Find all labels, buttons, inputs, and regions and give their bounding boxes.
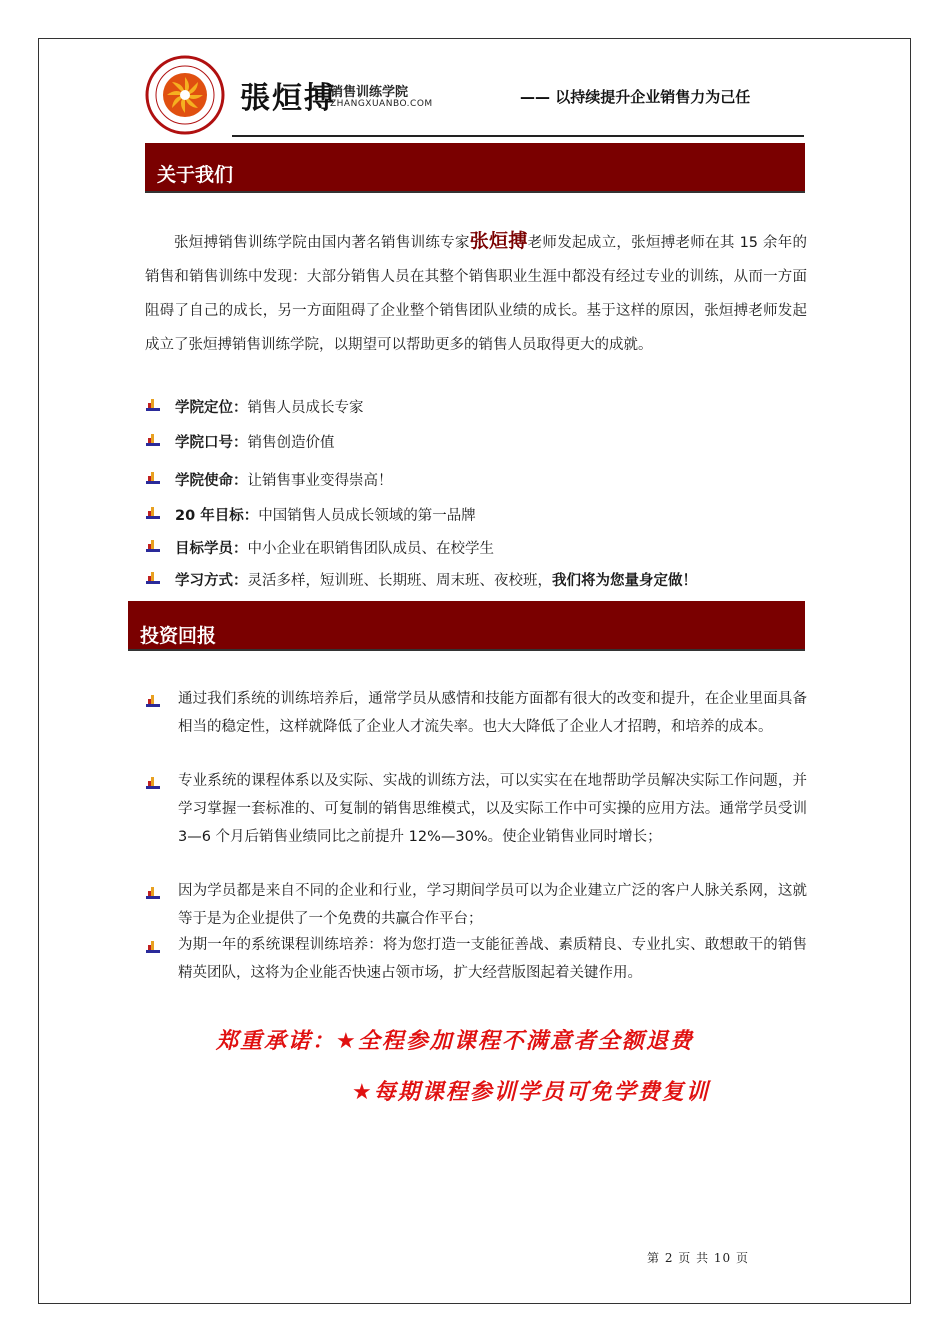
brand-subtitle: 销售训练学院 bbox=[330, 85, 409, 100]
returns-item: 专业系统的课程体系以及实际、实战的训练方法，可以实实在在地帮助学员解决实际工作问题，并学习掌握一套标准的、可复制的销售思维模式，以及实际工作中可实操的应用方法。通常学员受训 3—6 个月后销售业绩同比之前提升 12%—30%。使企业销售业同时增长； bbox=[145, 767, 807, 851]
returns-item: 为期一年的系统课程训练培养：将为您打造一支能征善战、素质精良、专业扎实、敢想敢干的销售精英团队，这将为企业能否快速占领市场，扩大经营版图起着关键作用。 bbox=[145, 931, 807, 987]
founder-name: 张烜搏 bbox=[469, 230, 528, 252]
about-item: 目标学员：中小企业在职销售团队成员、在校学生 bbox=[145, 537, 494, 558]
bullet-marker-icon bbox=[145, 572, 161, 586]
bullet-marker-icon bbox=[145, 399, 161, 413]
pledge-line-1: 郑重承诺：★全程参加课程不满意者全额退费 bbox=[216, 1029, 694, 1054]
about-item: 学习方式：灵活多样，短训班、长期班、周末班、夜校班，我们将为您量身定做！ bbox=[145, 569, 697, 590]
bullet-marker-icon bbox=[145, 540, 161, 554]
returns-item: 通过我们系统的训练培养后，通常学员从感情和技能方面都有很大的改变和提升，在企业里面具备相当的稳定性，这样就降低了企业人才流失率。也大大降低了企业人才招聘，和培养的成本。 bbox=[145, 685, 807, 741]
about-item: 学院使命：让销售事业变得崇高！ bbox=[145, 469, 393, 490]
page-number: 第 2 页 共 10 页 bbox=[647, 1251, 749, 1265]
page-header bbox=[145, 55, 805, 135]
about-text-b: 老师发起成立，张烜搏老师在其 15 余年的销售和销售训练中发现：大部分销售人员在其整个销售职业生涯中都没有经过专业的训练，从而一方面阻碍了自己的成长，另一方面阻碍了企业整个销售团队业绩的成长。基于这样的原因，张烜搏老师发起成立了张烜搏销售训练学院，以期望可以帮助更多的销售人员取得更大的成就。 bbox=[145, 235, 807, 353]
bullet-marker-icon bbox=[145, 883, 161, 897]
bullet-marker-icon bbox=[145, 937, 161, 951]
bullet-marker-icon bbox=[145, 434, 161, 448]
about-item: 学院定位：销售人员成长专家 bbox=[145, 396, 364, 417]
brand-name: 張烜搏 bbox=[240, 81, 336, 116]
section-about-bar bbox=[145, 143, 805, 193]
bullet-marker-icon bbox=[145, 691, 161, 705]
academy-logo bbox=[145, 55, 225, 135]
bullet-marker-icon bbox=[145, 472, 161, 486]
returns-item: 因为学员都是来自不同的企业和行业，学习期间学员可以为企业建立广泛的客户人脉关系网，这就等于是为企业提供了一个免费的共赢合作平台； bbox=[145, 877, 807, 933]
brand-url: ZHANGXUANBO.COM bbox=[330, 99, 433, 109]
about-item: 20 年目标：中国销售人员成长领域的第一品牌 bbox=[145, 504, 476, 525]
about-text-a: 张烜搏销售训练学院由国内著名销售训练专家 bbox=[174, 235, 470, 251]
header-slogan: —— 以持续提升企业销售力为己任 bbox=[520, 88, 751, 106]
about-item: 学院口号：销售创造价值 bbox=[145, 431, 335, 452]
about-paragraph bbox=[145, 224, 807, 362]
header-divider bbox=[232, 135, 804, 137]
section-returns-title: 投资回报 bbox=[140, 625, 217, 647]
bullet-marker-icon bbox=[145, 773, 161, 787]
section-about-title: 关于我们 bbox=[157, 164, 234, 186]
bullet-marker-icon bbox=[145, 507, 161, 521]
section-returns-bar bbox=[128, 601, 805, 651]
pledge-line-2: ★每期课程参训学员可免学费复训 bbox=[352, 1080, 710, 1105]
